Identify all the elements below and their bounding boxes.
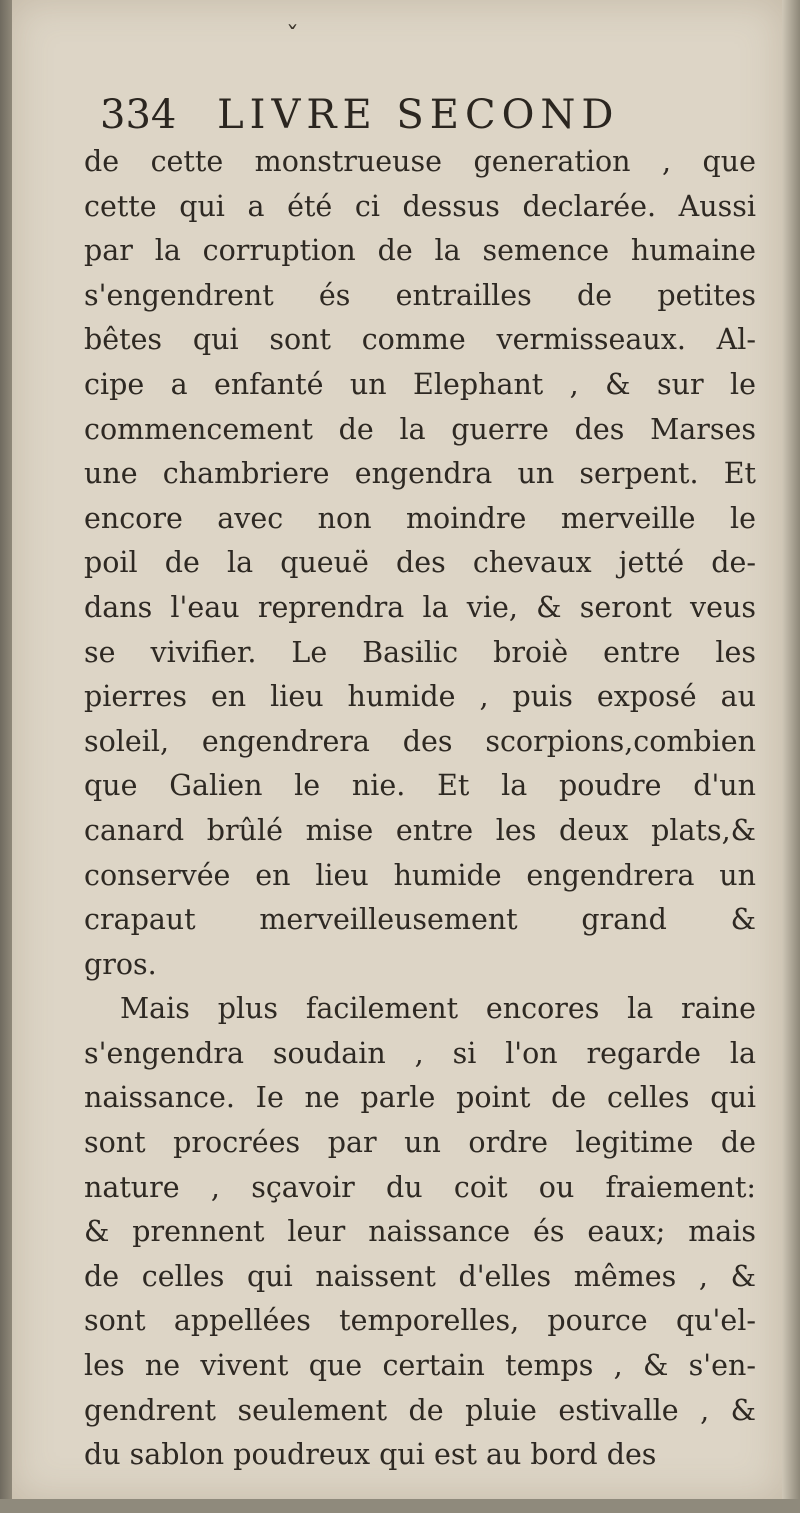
text-line: nature , sçavoir du coit ou fraiement: — [84, 1170, 756, 1204]
text-line: & prennent leur naissance és eaux; mais — [84, 1215, 756, 1249]
text-line: dans l'eau reprendra la vie, & seront veus — [84, 590, 756, 624]
text-line: de celles qui naissent d'elles mêmes , & — [84, 1259, 756, 1293]
text-line: encore avec non moindre merveille le — [84, 501, 756, 535]
text-line: du sablon poudreux qui est au bord des — [84, 1438, 657, 1472]
text-line: crapaut merveilleusement grand & — [84, 903, 756, 937]
page-number: 334 — [100, 92, 177, 138]
running-title: LIVRE SECOND — [217, 92, 620, 138]
running-header — [100, 92, 740, 138]
text-line: sont appellées temporelles, pource qu'el- — [84, 1304, 756, 1338]
text-line: que Galien le nie. Et la poudre d'un — [84, 769, 756, 803]
text-line: conservée en lieu humide engendrera un — [84, 858, 756, 892]
text-line: s'engendra soudain , si l'on regarde la — [84, 1036, 756, 1070]
text-line: gros. — [84, 947, 157, 981]
text-line: naissance. Ie ne parle point de celles qui — [84, 1081, 756, 1115]
text-line: une chambriere engendra un serpent. Et — [84, 457, 756, 491]
text-line: commencement de la guerre des Marses — [84, 412, 756, 446]
page-edge-right — [782, 0, 800, 1513]
text-line: se vivifier. Le Basilic broiè entre les — [84, 635, 756, 669]
text-line: gendrent seulement de pluie estivalle , & — [84, 1393, 756, 1427]
text-line: par la corruption de la semence humaine — [84, 234, 756, 268]
text-line: canard brûlé mise entre les deux plats,& — [84, 813, 756, 847]
page-edge-bottom — [0, 1499, 800, 1513]
text-line: soleil, engendrera des scorpions,combien — [84, 724, 756, 758]
text-line: pierres en lieu humide , puis exposé au — [84, 680, 756, 714]
text-line: cipe a enfanté un Elephant , & sur le — [84, 367, 756, 401]
text-line: Mais plus facilement encores la raine — [120, 992, 756, 1026]
text-line: sont procrées par un ordre legitime de — [84, 1126, 756, 1160]
body-text — [84, 140, 756, 1478]
text-line: poil de la queuë des chevaux jetté de- — [84, 546, 756, 580]
text-line: bêtes qui sont comme vermisseaux. Al- — [84, 323, 756, 357]
text-line: de cette monstrueuse generation , que — [84, 145, 756, 178]
text-line: les ne vivent que certain temps , & s'en- — [84, 1349, 756, 1383]
ink-speck: ˇ — [286, 22, 299, 52]
text-line: cette qui a été ci dessus declarée. Aussi — [84, 189, 756, 223]
text-line: s'engendrent és entrailles de petites — [84, 278, 756, 312]
